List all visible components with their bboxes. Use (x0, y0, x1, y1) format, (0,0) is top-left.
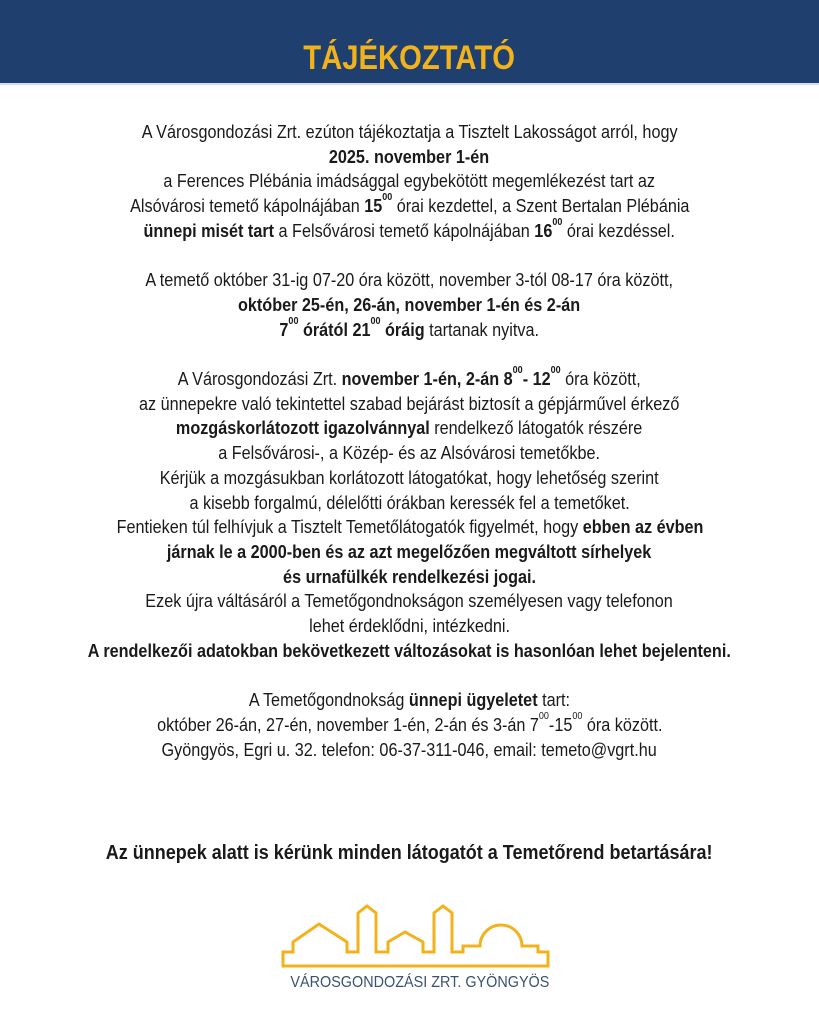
text-line-content (167, 540, 651, 564)
header-divider (0, 83, 819, 85)
text-line (0, 540, 819, 564)
text-line (0, 491, 819, 515)
text-segment: óra között. (582, 714, 663, 735)
superscript-minutes: 00 (552, 216, 563, 228)
bold-text: ünnepi ügyeletet (408, 690, 538, 711)
text-line-content (309, 614, 510, 638)
text-line (0, 315, 819, 342)
text-line (0, 367, 819, 391)
text-line-content (116, 515, 703, 539)
bold-text: 16 (534, 220, 553, 241)
text-line (0, 466, 819, 490)
company-logo (276, 898, 556, 1008)
text-segment: órai kezdéssel. (562, 220, 676, 241)
bold-text: órától 21 (298, 319, 371, 340)
text-line-content (283, 565, 536, 589)
text-line (0, 145, 819, 169)
bold-text: járnak le a 2000-ben és az azt megelőzően megváltott sírhelyek (167, 541, 652, 562)
text-line (0, 268, 819, 292)
text-segment: óra között, (560, 369, 642, 389)
text-line-content (189, 491, 629, 515)
text-line (0, 392, 819, 416)
bold-text: A rendelkezői adatokban bekövetkezett változásokat is hasonlóan lehet bejelenteni. (87, 640, 732, 661)
text-segment: Ezek újra váltásáról a Temetőgondnokságon személyesen vagy telefonon (145, 591, 674, 612)
bold-text: - 12 (522, 369, 551, 389)
text-line (0, 738, 819, 762)
text-line-content (106, 840, 713, 866)
text-line (0, 589, 819, 613)
superscript-minutes: 00 (550, 365, 561, 376)
bold-text: Az ünnepek alatt is kérünk minden látogatót a Temetőrend betartására! (106, 842, 713, 864)
header-banner (0, 0, 819, 83)
text-line-content (143, 216, 676, 243)
text-segment: rendelkező látogatók részére (430, 418, 643, 439)
text-segment: lehet érdeklődni, intézkedni. (309, 616, 510, 636)
text-line-content (176, 416, 642, 440)
city-skyline-icon (276, 898, 556, 973)
text-segment: A temető október 31-ig 07-20 óra között, november 3-tól 08-17 óra között, (145, 270, 674, 291)
text-line-content (164, 169, 656, 193)
superscript-minutes: 00 (538, 710, 549, 722)
superscript-minutes: 00 (512, 365, 523, 376)
text-line (0, 515, 819, 539)
text-segment: A Városgondozási Zrt. (177, 369, 342, 389)
text-segment: a Felsővárosi temető kápolnájában (274, 220, 535, 241)
bold-text: 15 (363, 196, 382, 217)
text-line (0, 120, 819, 144)
bold-text: november 1-én, 2-án 8 (341, 369, 513, 389)
text-line (0, 441, 819, 465)
page-title (0, 38, 819, 78)
text-segment: a Ferences Plébánia imádsággal egybekötött megemlékezést tart az (163, 171, 656, 192)
text-line-content (162, 738, 657, 762)
text-segment: Alsóvárosi temető kápolnájában (129, 196, 364, 217)
text-segment: Kérjük a mozgásukban korlátozott látogatókat, hogy lehetőség szerint (160, 467, 659, 488)
text-line-content (139, 392, 679, 416)
superscript-minutes: 00 (381, 192, 392, 204)
text-line-content (142, 120, 678, 144)
text-line-content (156, 710, 663, 737)
text-line-content (146, 589, 673, 613)
text-line-content (279, 315, 540, 342)
text-line-content (329, 145, 489, 169)
page-title-text: TÁJÉKOZTATÓ (303, 39, 516, 77)
bold-text: és urnafülkék rendelkezési jogai. (282, 566, 537, 587)
text-line-content (238, 293, 580, 317)
text-line (0, 169, 819, 193)
text-line-content (219, 441, 601, 465)
text-segment: Fentieken túl felhívjuk a Tisztelt Temetőlátogatók figyelmét, hogy (116, 517, 583, 538)
text-line (0, 614, 819, 638)
text-line-content (249, 688, 570, 712)
text-segment: tartanak nyitva. (424, 319, 540, 340)
bold-text: 2025. november 1-én (329, 146, 490, 167)
superscript-minutes: 00 (288, 315, 299, 327)
text-line-content (146, 268, 674, 292)
text-line (0, 194, 819, 218)
text-line-content (160, 466, 659, 490)
text-line (0, 416, 819, 440)
text-segment: Gyöngyös, Egri u. 32. telefon: 06-37-311-046, email: temeto@vgrt.hu (161, 739, 658, 760)
bold-text: ünnepi misét tart (143, 220, 275, 241)
logo-text (276, 973, 556, 993)
text-line (0, 293, 819, 317)
bold-text: mozgáskorlátozott igazolvánnyal (176, 418, 431, 439)
logo-text-label: VÁROSGONDOZÁSI ZRT. GYÖNGYÖS (290, 974, 550, 991)
text-segment: az ünnepekre való tekintettel szabad bejárást biztosít a gépjárművel érkező (139, 393, 680, 414)
bold-text: ebben az évben (582, 517, 703, 538)
text-line (0, 710, 819, 737)
text-line (0, 840, 819, 866)
text-segment: október 26-án, 27-én, november 1-én, 2-án és 3-án 7 (156, 714, 539, 735)
superscript-minutes: 00 (572, 710, 583, 722)
text-line-content (178, 367, 641, 391)
text-line-content (130, 194, 689, 218)
text-segment: A Temetőgondnokság (248, 690, 409, 711)
text-segment: -15 (548, 714, 573, 735)
text-segment: a Felsővárosi-, a Közép- és az Alsóvárosi temetőkbe. (218, 443, 601, 464)
text-line-content (88, 639, 731, 663)
text-segment: tart: (537, 690, 571, 711)
text-line (0, 216, 819, 243)
skyline-outline (283, 906, 548, 966)
text-line (0, 688, 819, 712)
text-segment: a kisebb forgalmú, délelőtti órákban keressék fel a temetőket. (189, 492, 630, 513)
bold-text: óráig (380, 319, 425, 340)
bold-text: október 25-én, 26-án, november 1-én és 2-án (238, 294, 581, 315)
bold-text: 7 (279, 319, 289, 340)
text-segment: A Városgondozási Zrt. ezúton tájékoztatja a Tisztelt Lakosságot arról, hogy (141, 122, 678, 142)
text-line (0, 565, 819, 589)
text-line (0, 639, 819, 663)
text-segment: órai kezdettel, a Szent Bertalan Plébánia (391, 196, 690, 217)
superscript-minutes: 00 (370, 315, 381, 327)
